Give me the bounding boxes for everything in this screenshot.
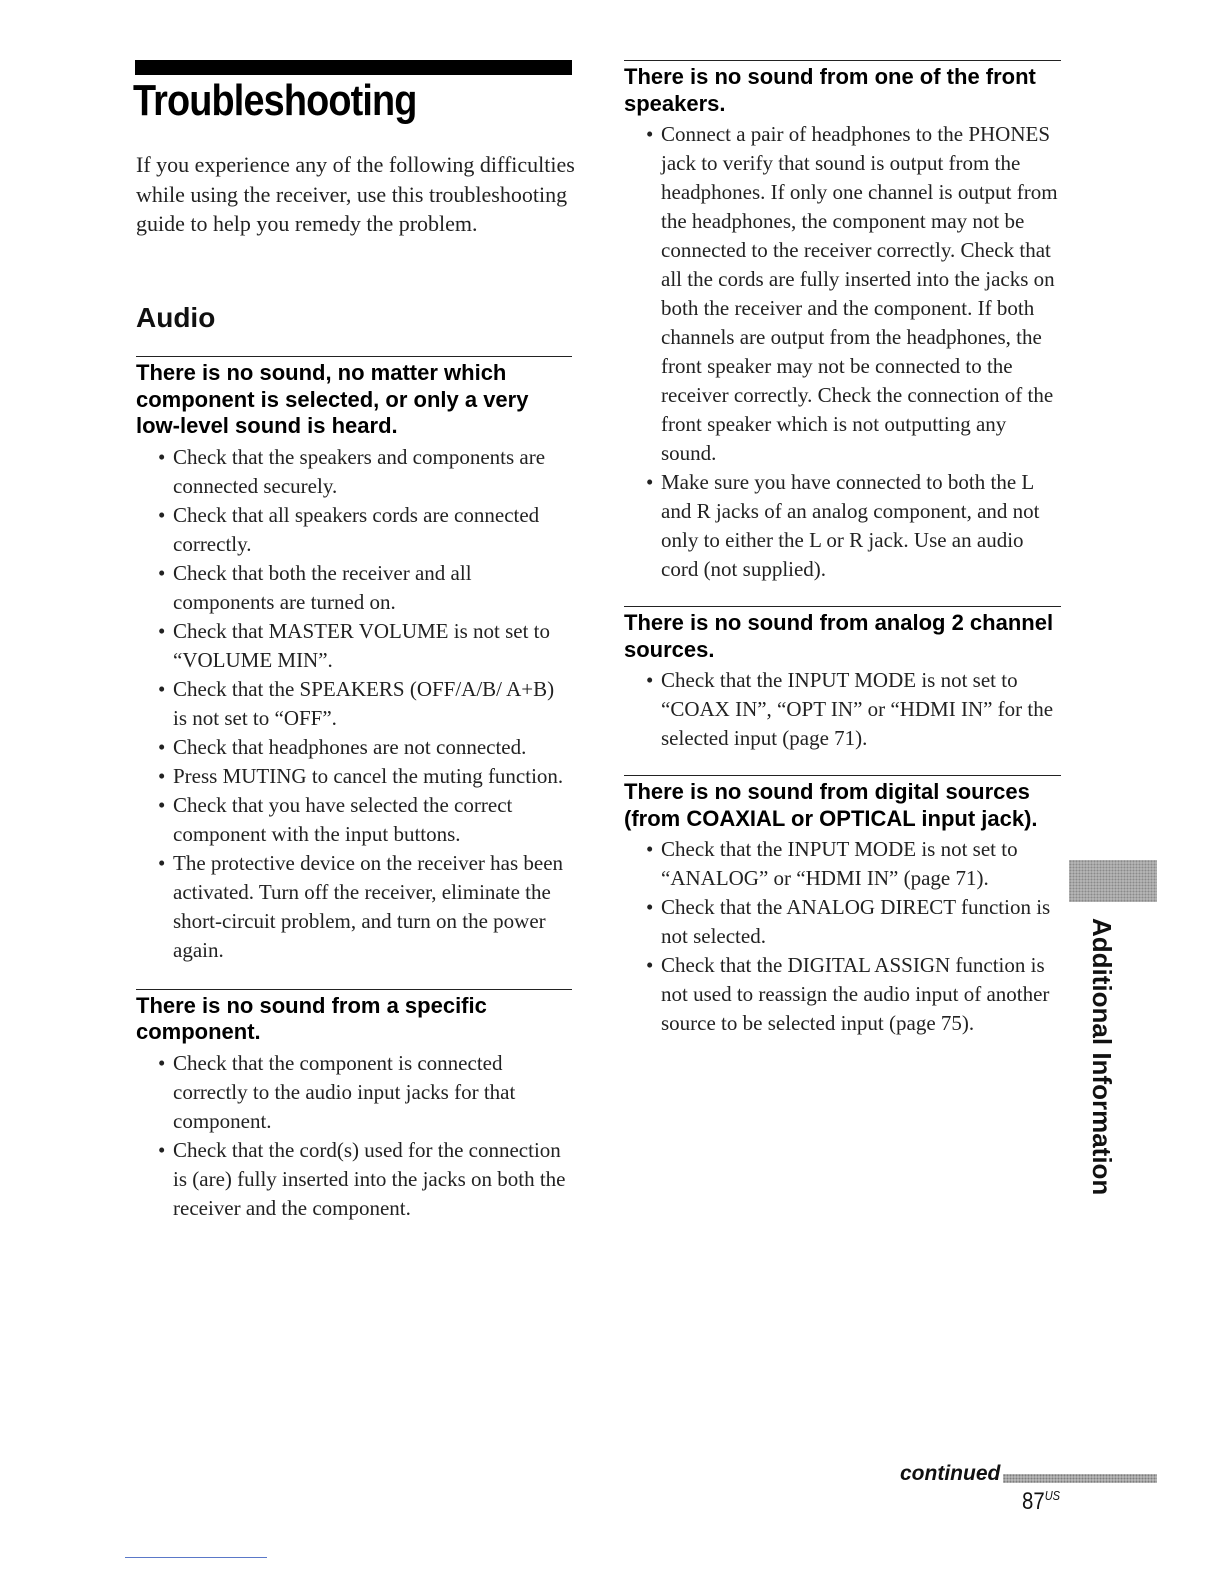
bullet-icon: • [158,676,166,701]
bullet-icon: • [646,122,654,146]
bullet-icon: • [158,502,166,527]
bullet-icon: • [158,1050,166,1075]
block-heading: There is no sound from a specific component. [136,992,487,1044]
bullet-icon: • [158,1137,166,1162]
bottom-rule [125,1557,267,1558]
troubleshoot-block [136,356,572,965]
list-item: • Check that both the receiver and all components are turned on. [158,560,472,614]
list-item: • Check that the DIGITAL ASSIGN function is not used to reassign the audio input of another source to be selected input (page 75). [646,953,1050,1035]
bullet-icon: • [646,837,654,861]
block-heading: There is no sound, no matter which component is selected, or only a very low-level sound is heard. [136,360,529,438]
title-rule [135,60,572,75]
bullet-icon: • [646,895,654,919]
bullet-icon: • [158,444,166,469]
block-heading: There is no sound from digital sources (from COAXIAL or OPTICAL input jack). [624,779,1038,831]
bullet-icon: • [158,734,166,759]
bullet-icon: • [158,618,166,643]
bullet-icon: • [646,953,654,977]
list-item: • Check that the speakers and components are connected securely. [158,444,546,498]
bullet-icon: • [158,792,166,817]
list-item: • The protective device on the receiver has been activated. Turn off the receiver, eliminate the short-circuit problem, and turn on the power again. [158,850,564,962]
page-number: $87^{US}$ [1022,1488,1061,1515]
list-item: • Press MUTING to cancel the muting function. [136,762,572,791]
block-heading: There is no sound from one of the front speakers. [624,64,1036,116]
continued-bar [1003,1474,1157,1483]
item-list [624,835,1061,1038]
list-item: • Check that the component is connected correctly to the audio input jacks for that component. [158,1050,516,1133]
intro-paragraph: If you experience any of the following difficulties while using the receiver, use this troubleshooting guide to help you remedy the problem. [136,152,575,236]
item-list [136,1049,572,1223]
side-tab-label: Additional Information [1087,918,1117,1196]
troubleshoot-block [624,775,1061,1038]
left-column [136,356,572,1223]
continued-label: continued [900,1462,1001,1485]
block-heading: There is no sound from analog 2 channel sources. [624,610,1054,662]
bullet-icon: • [646,470,654,494]
section-heading-audio: Audio [136,302,216,333]
bullet-icon: • [158,850,166,875]
list-item: • Check that the SPEAKERS (OFF/A/B/ A+B) is not set to “OFF”. [158,676,555,730]
troubleshoot-block [624,606,1061,753]
side-tab-marker [1069,860,1157,902]
list-item: • Check that the ANALOG DIRECT function is not selected. [646,895,1051,948]
item-list [624,666,1061,753]
bullet-icon: • [646,668,654,692]
item-list [136,443,572,965]
side-tab [1085,918,1125,1196]
troubleshoot-block [136,989,572,1223]
item-list [624,120,1061,584]
list-item: • Make sure you have connected to both the L and R jacks of an analog component, and not only to either the L or R jack. Use an audio cord (not supplied). [646,470,1040,581]
list-item: • Connect a pair of headphones to the PHONES jack to verify that sound is output from the headphones. If only one channel is output from the headphones, the component may not be connected to the receiver correctly. Check that all the cords are fully inserted into the jacks on both the receiver and the component. If both channels are output from the headphones, the front speaker may not be connected to the receiver correctly. Check the connection of the front speaker which is not outputting any sound. [646,122,1058,465]
list-item: • Check that the INPUT MODE is not set to “COAX IN”, “OPT IN” or “HDMI IN” for the selected input (page 71). [646,668,1054,750]
list-item: • Check that the INPUT MODE is not set to “ANALOG” or “HDMI IN” (page 71). [646,837,1018,890]
list-item: • Check that you have selected the correct component with the input buttons. [158,792,513,846]
bullet-icon: • [158,560,166,585]
page-number-suffix: US [1044,1488,1061,1503]
page-title: Troubleshooting [133,76,417,125]
list-item: • Check that the cord(s) used for the connection is (are) fully inserted into the jacks on both the receiver and the component. [158,1137,566,1220]
list-item: • Check that all speakers cords are connected correctly. [158,502,540,556]
bullet-icon: • [158,763,166,788]
troubleshoot-block [624,60,1061,584]
list-item: • Check that headphones are not connected. [136,733,572,762]
right-column [624,60,1061,1038]
list-item: • Check that MASTER VOLUME is not set to “VOLUME MIN”. [158,618,551,672]
